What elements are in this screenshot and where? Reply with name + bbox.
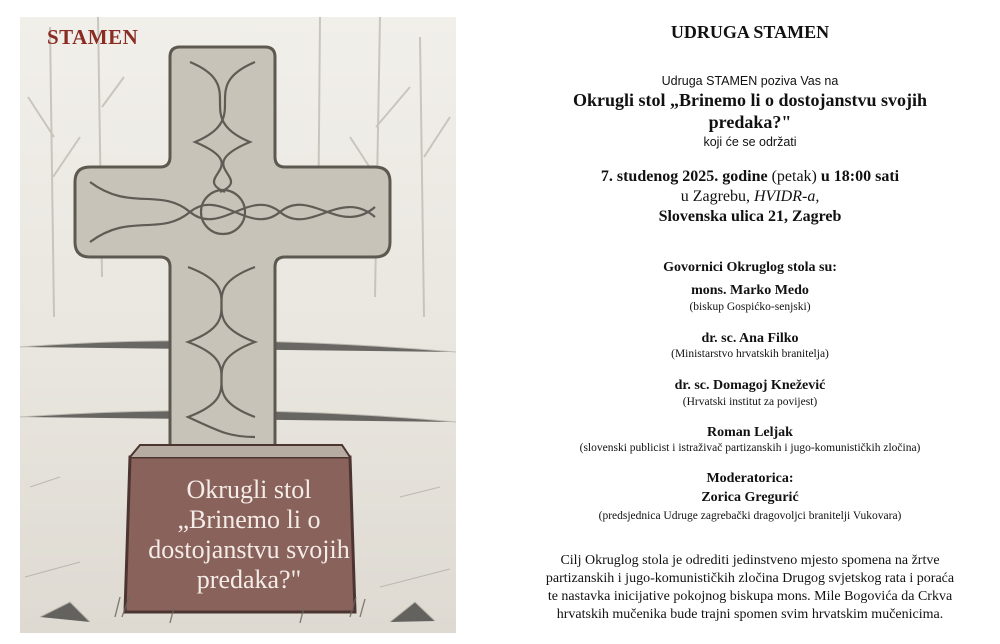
organization-heading: UDRUGA STAMEN	[670, 22, 830, 42]
plaque-line: Okrugli stol	[186, 475, 312, 504]
event-title-line-2: predaka?"	[708, 112, 792, 132]
plaque-line: dostojanstvu svojih	[148, 535, 350, 564]
plaque-line: „Brinemo li o	[177, 505, 321, 534]
place-prefix: u Zagrebu,	[680, 188, 754, 205]
plaque-title	[140, 475, 358, 595]
moderator-name: Zorica Gregurić	[701, 490, 799, 505]
speaker-name: Roman Leljak	[707, 425, 793, 440]
date-day: (petak)	[767, 168, 821, 185]
event-title-line-1: Okrugli stol „Brinemo li o dostojanstvu svojih	[572, 90, 928, 110]
speaker-name: dr. sc. Domagoj Knežević	[674, 378, 826, 393]
goal-paragraph	[522, 552, 978, 624]
place-venue: HVIDR-a,	[754, 188, 820, 205]
speaker-name: dr. sc. Ana Filko	[701, 331, 799, 346]
date-bold: 7. studenog 2025. godine	[600, 168, 768, 185]
moderator-role: (predsjednica Udruge zagrebački dragovoljci branitelji Vukovara)	[598, 510, 902, 522]
speakers-heading: Govornici Okruglog stola su:	[663, 260, 837, 275]
event-address: Slovenska ulica 21, Zagreb	[658, 208, 842, 225]
held-text: koji će se održati	[703, 135, 797, 149]
speaker-name: mons. Marko Medo	[691, 283, 809, 298]
speaker-role: (biskup Gospićko-senjski)	[689, 301, 811, 313]
moderator-heading: Moderatorica:	[706, 471, 794, 486]
event-place	[500, 188, 1000, 206]
speaker-role: (Hrvatski institut za povijest)	[682, 396, 818, 408]
goal-line: partizanskih i jugo-komunističkih zločina Drugog svjetskog rata i poraća	[545, 571, 955, 586]
plaque-line: predaka?"	[196, 565, 302, 594]
date-time: u 18:00 sati	[820, 168, 900, 185]
goal-line: hrvatskih mučenika bude trajni spomen svim hrvatskim mučenicima.	[556, 607, 944, 622]
speaker-role: (slovenski publicist i istraživač partizanskih i jugo-komunističkih zločina)	[579, 442, 921, 454]
brand-logo: STAMEN	[47, 25, 139, 49]
speaker-role: (Ministarstvo hrvatskih branitelja)	[671, 348, 829, 360]
event-date	[500, 168, 1000, 186]
goal-line: te nastavka inicijative pokojnog biskupa mons. Mile Bogovića da Crkva	[547, 589, 953, 604]
goal-line: Cilj Okruglog stola je odrediti jedinstveno mjesto spomena na žrtve	[560, 553, 940, 568]
intro-text: Udruga STAMEN poziva Vas na	[661, 74, 839, 88]
poster-illustration	[20, 17, 456, 633]
